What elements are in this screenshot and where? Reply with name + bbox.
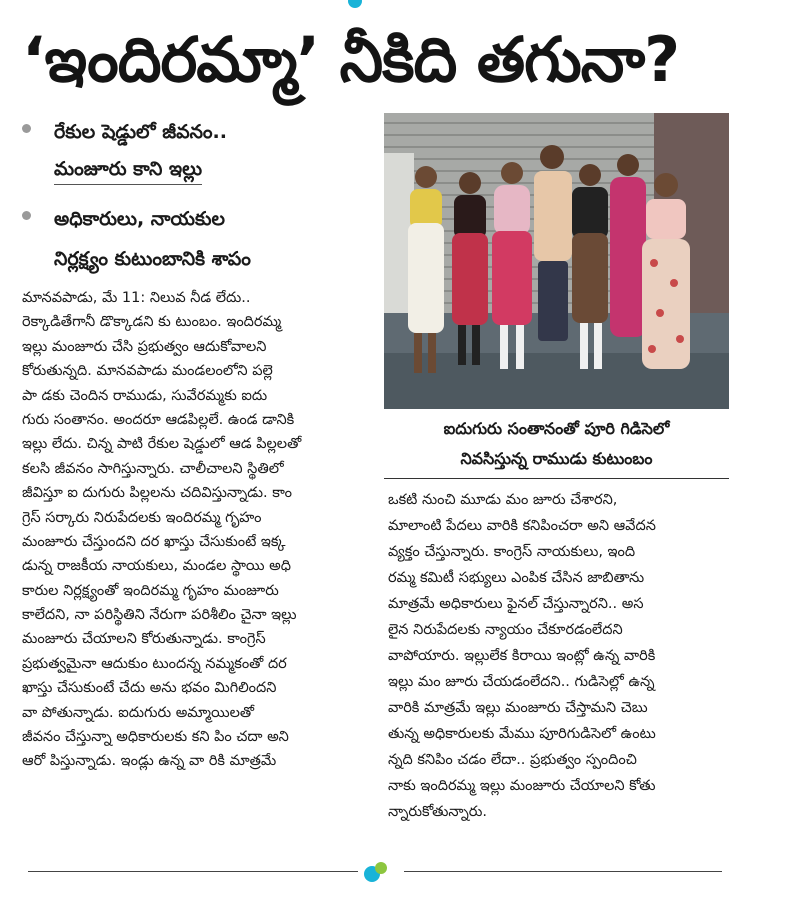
article-line: పా డకు చెందిన రాముడు, సువేరమ్మకు ఐదు bbox=[22, 387, 268, 404]
article-right-column bbox=[388, 487, 730, 825]
article-line: వ్యక్తం చేస్తున్నారు. కాంగ్రెస్ నాయకులు, ఇంది bbox=[388, 544, 636, 560]
article-line: కలసి జీవనం సాగిస్తున్నారు. చాలీచాలని స్థితిలో bbox=[22, 460, 284, 477]
article-line: వారికి మాత్రమే ఇల్లు మంజూరు చేస్తామని చెబు bbox=[388, 700, 648, 716]
bullet-line: నిర్లక్ష్యం కుటుంబానికి శాపం bbox=[54, 248, 251, 270]
footer-divider bbox=[28, 871, 358, 872]
bullet-line: రేకుల షెడ్డులో జీవనం.. bbox=[54, 121, 227, 143]
article-line: మంజూరు చేస్తుందని దర ఖాస్తు చేసుకుంటే ఇక్క bbox=[22, 533, 286, 550]
article-line: తున్న అధికారులకు మేము పూరిగుడిసెలో ఉంటు bbox=[388, 726, 656, 742]
article-line: రెక్కాడితేగానీ డొక్కాడని కు టుంబం. ఇందిరమ్మ bbox=[22, 314, 282, 331]
family-photo-illustration bbox=[384, 113, 729, 409]
article-line: కాలేదని, నా పరిస్థితిని నేరుగా పరిశీలిం చైనా ఇల్లు bbox=[22, 607, 297, 624]
article-line: ఇల్లు మం జూరు చేయడంలేదని.. గుడిసెల్లో ఉన్న bbox=[388, 674, 655, 690]
article-left-column bbox=[22, 286, 362, 774]
bullet-line: అధికారులు, నాయకుల bbox=[54, 208, 225, 230]
bullet-line: మంజూరు కాని ఇల్లు bbox=[54, 152, 202, 185]
article-line: డున్న రాజకీయ నాయకులు, మండల స్థాయి అధి bbox=[22, 558, 292, 575]
highlight-bullets bbox=[22, 112, 372, 283]
bullet-dot-icon bbox=[22, 124, 31, 133]
family-photo bbox=[384, 113, 729, 409]
photo-caption bbox=[384, 410, 729, 479]
caption-line: నివసిస్తున్న రాముడు కుటుంబం bbox=[460, 449, 653, 468]
article-line: వాపోయారు. ఇల్లులేక కిరాయి ఇంట్లో ఉన్న వారికి bbox=[388, 648, 656, 664]
footer-divider bbox=[404, 871, 722, 872]
article-line: ఆరో పిస్తున్నాడు. ఇండ్లు ఉన్న వా రికి మాత్రమే bbox=[22, 753, 277, 770]
article-line: న్నారుకోతున్నారు. bbox=[388, 804, 487, 820]
newspaper-logo-icon bbox=[362, 860, 390, 884]
article-line: ఇల్లు లేదు. చిన్న పాటి రేకుల షెడ్డులో ఆడ పిల్లలతో bbox=[22, 436, 302, 453]
bullet-item bbox=[22, 112, 372, 195]
article-line: గురు సంతానం. అందరూ ఆడపిల్లలే. ఉండ డానికి bbox=[22, 411, 295, 428]
article-line: మాత్రమే అధికారులు ఫైనల్ చేస్తున్నారని.. అస bbox=[388, 596, 644, 612]
article-line: గ్రెస్ సర్కారు నిరుపేదలకు ఇందిరమ్మ గృహం bbox=[22, 509, 262, 526]
article-line: జీవనం చేస్తున్నా అధికారులకు కని పిం చదా అని bbox=[22, 729, 289, 746]
article-line: రమ్మ కమిటీ సభ్యులు ఎంపిక చేసిన జాబితాను bbox=[388, 570, 645, 586]
bullet-dot-icon bbox=[22, 211, 31, 220]
article-line: ప్రభుత్వమైనా ఆదుకుం టుందన్న నమ్మకంతో దర bbox=[22, 655, 287, 672]
article-line: వా పోతున్నాడు. ఐదుగురు అమ్మాయిలతో bbox=[22, 704, 255, 721]
article-line: ఇల్లు మంజూరు చేసి ప్రభుత్వం ఆదుకోవాలని bbox=[22, 338, 267, 355]
article-line: మంజూరు చేయాలని కోరుతున్నాడు. కాంగ్రెస్ bbox=[22, 631, 266, 648]
article-line: కారుల నిర్లక్ష్యంతో ఇందిరమ్మ గృహం మంజూరు bbox=[22, 582, 279, 599]
headline: ‘ఇందిరమ్మా’ నీకిది తగునా? bbox=[22, 23, 680, 96]
article-line: న్నది కనిపిం చడం లేదా.. ప్రభుత్వం స్పందించి bbox=[388, 752, 637, 768]
article-line: నాకు ఇందిరమ్మ ఇల్లు మంజూరు చేయాలని కోతు bbox=[388, 778, 656, 794]
article-line: ఒకటి నుంచి మూడు మం జూరు చేశారని, bbox=[388, 492, 618, 508]
article-line: మాలాంటి పేదలు వారికి కనిపించరా అని ఆవేదన bbox=[388, 518, 656, 534]
article-line: లైన నిరుపేదలకు న్యాయం చేకూరడంలేదని bbox=[388, 622, 623, 638]
article-line: జీవిస్తూ ఐ దుగురు పిల్లలను చదివిస్తున్నాడు. కాం bbox=[22, 485, 293, 502]
article-line: మానవపాడు, మే 11: నిలువ నీడ లేదు.. bbox=[22, 290, 251, 306]
bullet-item bbox=[22, 199, 372, 279]
caption-line: ఐదుగురు సంతానంతో పూరి గిడిసెలో bbox=[443, 419, 670, 438]
top-accent-dot bbox=[348, 0, 362, 8]
article-line: ఖాస్తు చేసుకుంటే చేదు అను భవం మిగిలిందని bbox=[22, 680, 277, 697]
article-line: కోరుతున్నది. మానవపాడు మండలంలోని పల్లె bbox=[22, 363, 273, 380]
